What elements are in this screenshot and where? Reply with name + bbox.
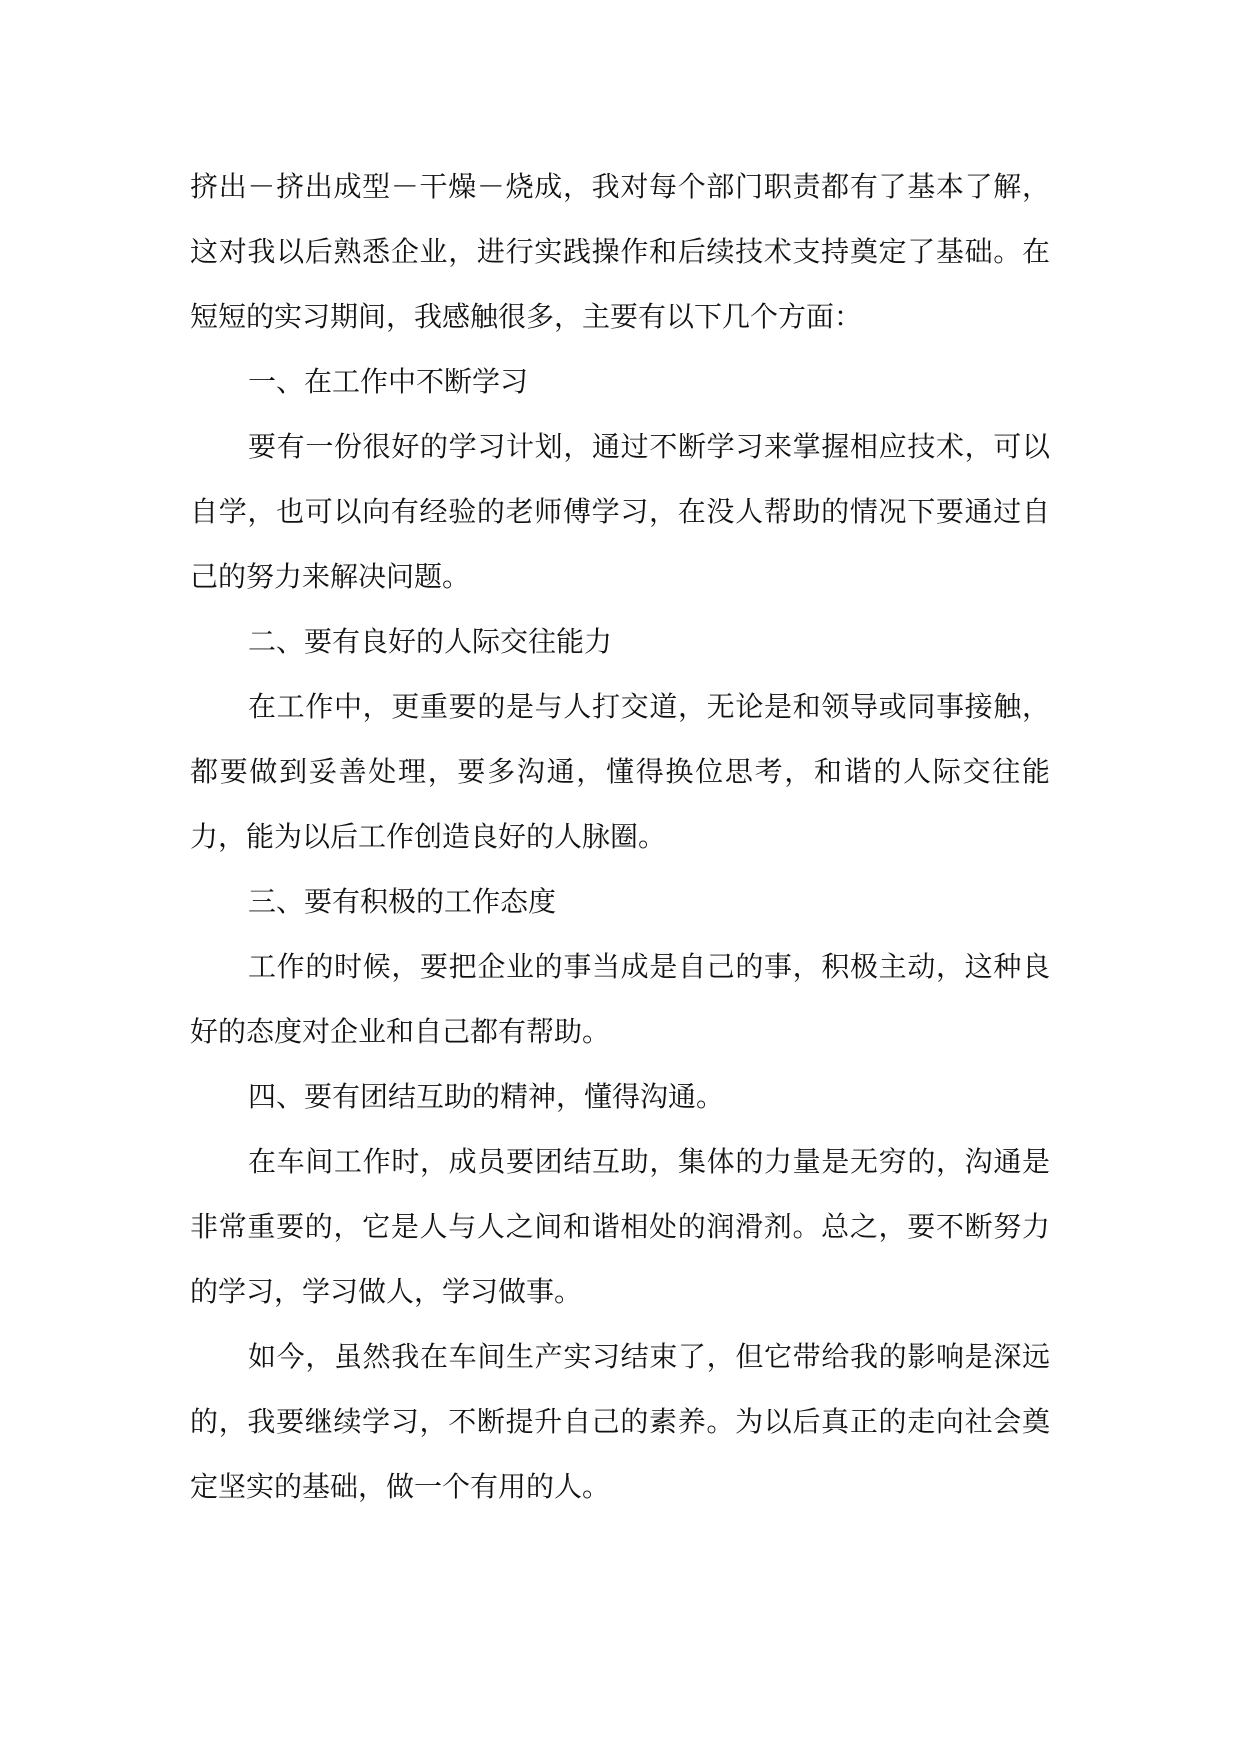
section-heading-4: 四、要有团结互助的精神，懂得沟通。 <box>248 1080 725 1113</box>
paragraph-1: 要有一份很好的学习计划，通过不断学习来掌握相应技术，可以自学，也可以向有经验的老师傅学习，在没人帮助的情况下要通过自己的努力来解决问题。 <box>190 430 1050 593</box>
paragraph-4: 在车间工作时，成员要团结互助，集体的力量是无穷的，沟通是非常重要的，它是人与人之间和谐相处的润滑剂。总之，要不断努力的学习，学习做人，学习做事。 <box>190 1145 1050 1308</box>
paragraph-intro: 挤出－挤出成型－干燥－烧成，我对每个部门职责都有了基本了解，这对我以后熟悉企业，进行实践操作和后续技术支持奠定了基础。在短短的实习期间，我感触很多，主要有以下几个方面： <box>190 170 1050 333</box>
section-heading-1: 一、在工作中不断学习 <box>248 365 529 398</box>
document-body <box>190 154 1050 1519</box>
paragraph-2: 在工作中，更重要的是与人打交道，无论是和领导或同事接触，都要做到妥善处理，要多沟通，懂得换位思考，和谐的人际交往能力，能为以后工作创造良好的人脉圈。 <box>190 690 1050 853</box>
section-heading-3: 三、要有积极的工作态度 <box>248 885 557 918</box>
paragraph-conclusion: 如今，虽然我在车间生产实习结束了，但它带给我的影响是深远的，我要继续学习，不断提升自己的素养。为以后真正的走向社会奠定坚实的基础，做一个有用的人。 <box>190 1340 1050 1503</box>
paragraph-3: 工作的时候，要把企业的事当成是自己的事，积极主动，这种良好的态度对企业和自己都有帮助。 <box>190 950 1050 1048</box>
section-heading-2: 二、要有良好的人际交往能力 <box>248 625 613 658</box>
